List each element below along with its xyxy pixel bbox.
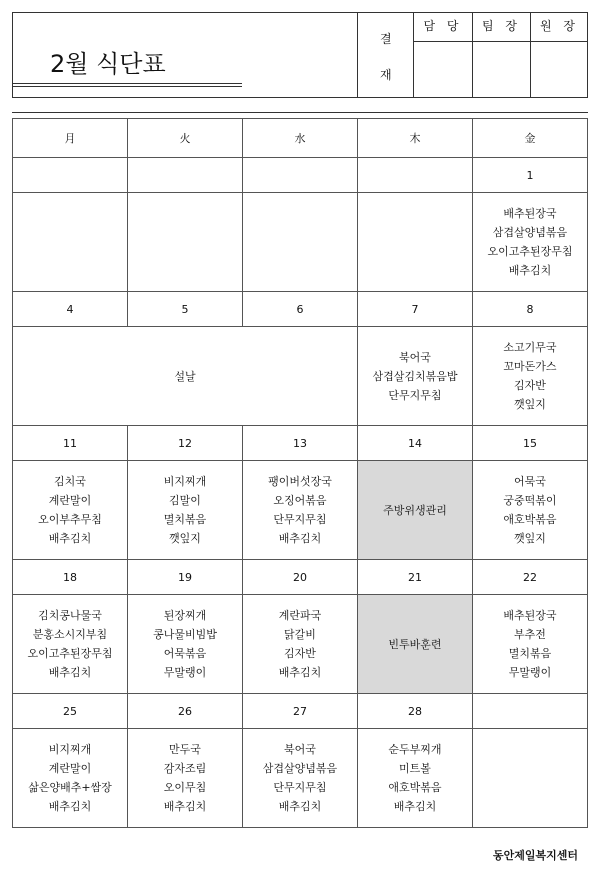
menu-item: 단무지무침 — [273, 781, 327, 794]
menu-cell — [358, 193, 473, 292]
approval-col-team-lead — [472, 12, 530, 98]
menu-item: 배추김치 — [278, 666, 322, 679]
menu-item: 삶은양배추+쌈장 — [28, 781, 112, 794]
date-cell — [473, 694, 588, 729]
date-cell: 27 — [243, 694, 358, 729]
menu-item: 김자반 — [284, 647, 316, 660]
date-cell: 8 — [473, 292, 588, 327]
separator-line — [12, 112, 588, 113]
menu-cell — [473, 461, 588, 560]
date-cell: 26 — [128, 694, 243, 729]
menu-item: 삼겹살김치볶음밥 — [372, 369, 458, 383]
menu-item: 김치국 — [54, 475, 86, 488]
date-cell: 15 — [473, 426, 588, 461]
menu-item: 계란말이 — [48, 494, 92, 507]
menu-item: 된장찌개 — [163, 609, 207, 622]
menu-cell — [13, 595, 128, 694]
date-cell: 4 — [13, 292, 128, 327]
menu-item: 미트볼 — [399, 762, 431, 775]
menu-item: 배추된장국 — [503, 207, 557, 220]
menu-item: 삼겹살양념볶음 — [262, 762, 338, 775]
menu-item: 만두국 — [169, 743, 201, 756]
date-cell: 12 — [128, 426, 243, 461]
menu-cell — [358, 729, 473, 828]
date-cell: 7 — [358, 292, 473, 327]
menu-item: 궁중떡볶이 — [503, 494, 557, 507]
menu-item: 삼겹살양념볶음 — [492, 226, 568, 239]
menu-item: 애호박볶음 — [503, 513, 557, 526]
menu-item: 배추김치 — [48, 666, 92, 679]
approval-col-manager — [413, 12, 472, 98]
weekday-header: 金 — [473, 119, 588, 158]
menu-item: 소고기무국 — [503, 341, 557, 354]
menu-item: 배추김치 — [508, 264, 552, 277]
menu-item: 김자반 — [514, 379, 546, 392]
approval-head-team-lead: 팀 장 — [473, 12, 530, 42]
menu-item: 비지찌개 — [163, 475, 207, 488]
approval-head-director: 원 장 — [531, 12, 588, 42]
menu-item: 주방위생관리 — [383, 503, 447, 517]
weekday-header: 月 — [13, 119, 128, 158]
date-cell: 6 — [243, 292, 358, 327]
date-cell — [128, 158, 243, 193]
menu-item: 단무지무침 — [273, 513, 327, 526]
menu-item: 배추된장국 — [503, 609, 557, 622]
menu-cell — [13, 461, 128, 560]
approval-label-bottom: 재 — [380, 68, 392, 82]
menu-cell — [473, 193, 588, 292]
menu-item: 배추김치 — [48, 800, 92, 813]
date-cell: 14 — [358, 426, 473, 461]
weekday-header: 木 — [358, 119, 473, 158]
menu-item: 무말랭이 — [508, 666, 552, 679]
menu-item: 김말이 — [169, 494, 201, 507]
menu-cell — [243, 729, 358, 828]
title-underline — [12, 83, 242, 84]
menu-item: 무말랭이 — [163, 666, 207, 679]
menu-item: 단무지무침 — [388, 388, 442, 402]
date-cell — [13, 158, 128, 193]
approval-col-director — [530, 12, 588, 98]
menu-item: 오징어볶음 — [273, 494, 327, 507]
menu-item: 멸치볶음 — [508, 647, 552, 660]
approval-head-manager: 담 당 — [414, 12, 472, 42]
menu-item: 깻잎지 — [514, 532, 546, 545]
date-cell — [358, 158, 473, 193]
menu-item: 순두부찌개 — [388, 743, 442, 756]
menu-item: 빈투바훈련 — [388, 637, 442, 651]
menu-item: 비지찌개 — [48, 743, 92, 756]
date-cell: 5 — [128, 292, 243, 327]
menu-cell — [473, 729, 588, 828]
menu-item: 배추김치 — [393, 800, 437, 813]
date-cell: 20 — [243, 560, 358, 595]
menu-row — [13, 595, 588, 694]
menu-item: 분홍소시지부침 — [32, 628, 108, 641]
menu-cell — [128, 595, 243, 694]
menu-cell — [13, 729, 128, 828]
menu-item: 북어국 — [284, 743, 316, 756]
menu-cell — [128, 729, 243, 828]
menu-row — [13, 729, 588, 828]
menu-item: 깻잎지 — [514, 398, 546, 411]
weekday-header: 水 — [243, 119, 358, 158]
menu-cell — [473, 595, 588, 694]
menu-item: 부추전 — [514, 628, 546, 641]
menu-row — [13, 327, 588, 426]
date-cell: 1 — [473, 158, 588, 193]
menu-cell — [358, 595, 473, 694]
menu-item: 오이고추된장무침 — [27, 647, 113, 660]
menu-item: 계란말이 — [48, 762, 92, 775]
menu-row — [13, 461, 588, 560]
date-row — [13, 560, 588, 595]
approval-label — [357, 12, 413, 98]
menu-cell — [13, 193, 128, 292]
date-row — [13, 158, 588, 193]
meal-calendar — [12, 118, 588, 828]
date-cell: 18 — [13, 560, 128, 595]
menu-item: 배추김치 — [163, 800, 207, 813]
menu-cell — [358, 461, 473, 560]
page-title: 2월 식단표 — [50, 50, 166, 78]
menu-item: 감자조림 — [163, 762, 207, 775]
weekday-header: 火 — [128, 119, 243, 158]
menu-item: 오이부추무침 — [38, 513, 102, 526]
menu-cell — [243, 595, 358, 694]
menu-item: 닭갈비 — [284, 628, 316, 641]
menu-cell — [473, 327, 588, 426]
approval-box — [357, 12, 588, 98]
date-cell: 13 — [243, 426, 358, 461]
menu-cell — [358, 327, 473, 426]
date-cell: 21 — [358, 560, 473, 595]
date-cell: 19 — [128, 560, 243, 595]
date-cell: 11 — [13, 426, 128, 461]
menu-item: 배추김치 — [278, 800, 322, 813]
approval-label-top: 결 — [380, 32, 392, 46]
title-underline-2 — [12, 86, 242, 87]
date-cell: 28 — [358, 694, 473, 729]
menu-item: 어묵국 — [514, 475, 546, 488]
menu-item: 팽이버섯장국 — [268, 475, 332, 488]
date-row — [13, 426, 588, 461]
menu-item: 계란파국 — [278, 609, 322, 622]
menu-item: 애호박볶음 — [388, 781, 442, 794]
menu-item: 배추김치 — [278, 532, 322, 545]
menu-row — [13, 193, 588, 292]
menu-cell — [128, 193, 243, 292]
menu-item: 어묵볶음 — [163, 647, 207, 660]
menu-item: 콩나물비빔밥 — [153, 628, 217, 641]
date-row — [13, 292, 588, 327]
footer-org-name: 동안제일복지센터 — [492, 849, 578, 862]
holiday-cell: 설날 — [13, 327, 358, 426]
menu-item: 김치콩나물국 — [38, 609, 102, 622]
menu-item: 꼬마돈가스 — [503, 360, 557, 373]
menu-cell — [128, 461, 243, 560]
menu-item: 북어국 — [399, 350, 431, 364]
menu-item: 오이고추된장무침 — [487, 245, 573, 258]
weekday-header-row — [13, 119, 588, 158]
menu-item: 멸치볶음 — [163, 513, 207, 526]
date-cell — [243, 158, 358, 193]
menu-item: 배추김치 — [48, 532, 92, 545]
date-cell: 25 — [13, 694, 128, 729]
menu-item: 깻잎지 — [169, 532, 201, 545]
date-row — [13, 694, 588, 729]
menu-cell — [243, 193, 358, 292]
date-cell: 22 — [473, 560, 588, 595]
menu-item: 오이무침 — [163, 781, 207, 794]
menu-cell — [243, 461, 358, 560]
